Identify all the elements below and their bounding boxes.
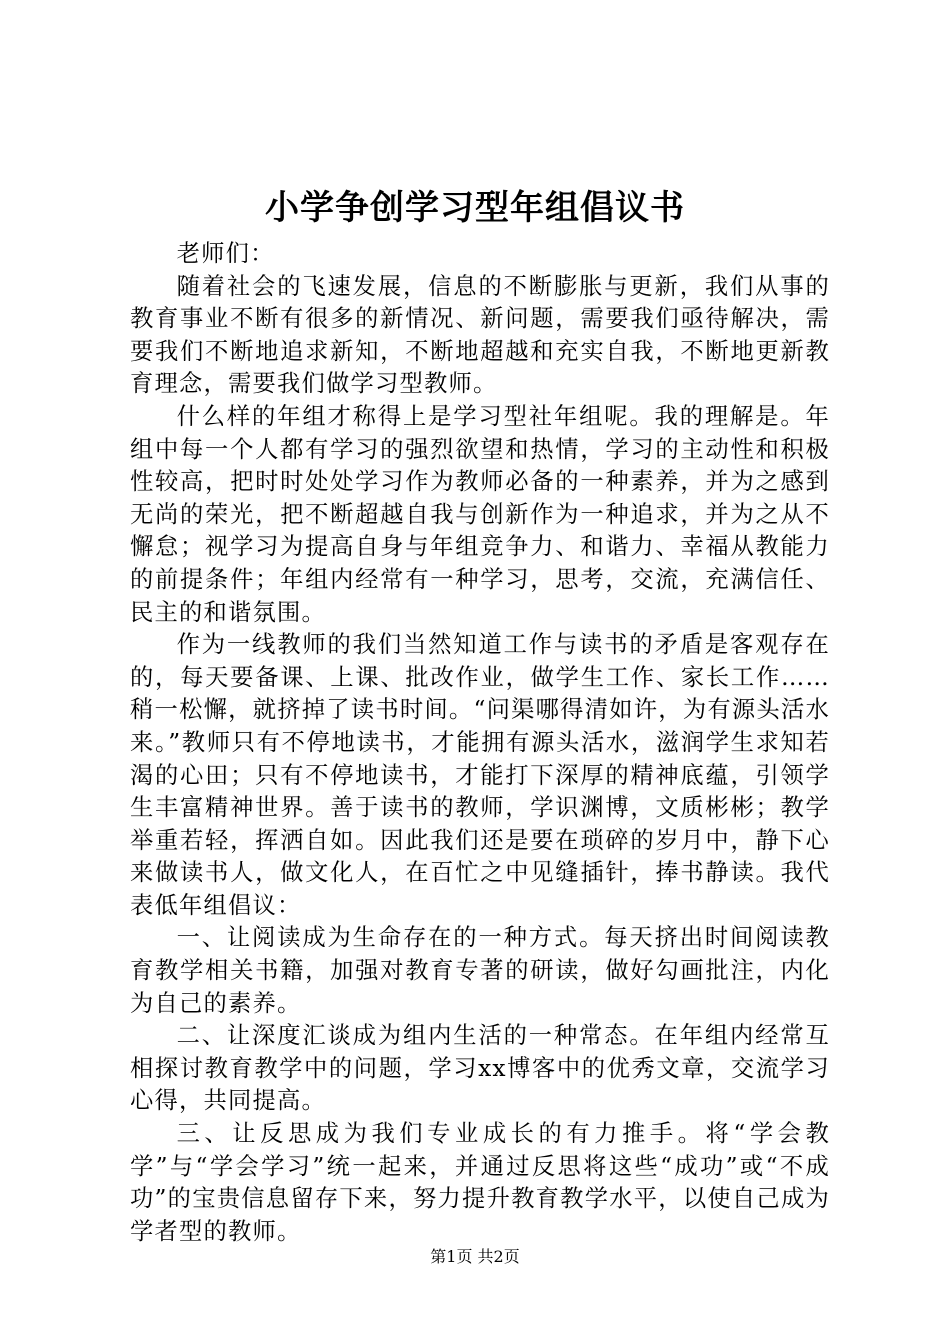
proposal-item-1: 一、让阅读成为生命存在的一种方式。每天挤出时间阅读教育教学相关书籍，加强对教育专著的研读，做好勾画批注，内化为自己的素养。 <box>130 924 830 1017</box>
paragraph-intro: 随着社会的飞速发展，信息的不断膨胀与更新，我们从事的教育事业不断有很多的新情况、新问题，需要我们亟待解决，需要我们不断地追求新知，不断地超越和充实自我，不断地更新教育理念，需要我们做学习型教师。 <box>130 272 830 398</box>
proposal-item-3: 三、让反思成为我们专业成长的有力推手。将“学会教学”与“学会学习”统一起来，并通过反思将这些“成功”或“不成功”的宝贵信息留存下来，努力提升教育教学水平，以使自己成为学者型的教师。 <box>130 1120 830 1245</box>
document-body <box>130 238 830 1248</box>
salutation: 老师们： <box>176 240 275 267</box>
page-number: 第1页 共2页 <box>430 1247 520 1266</box>
paragraph-definition: 什么样的年组才称得上是学习型社年组呢。我的理解是。年组中每一个人都有学习的强烈欲望和热情，学习的主动性和积极性较高，把时时处处学习作为教师必备的一种素养，并为之感到无尚的荣光，把不断超越自我与创新作为一种追求，并为之从不懈怠；视学习为提高自身与年组竞争力、和谐力、幸福从教能力的前提条件；年组内经常有一种学习，思考，交流，充满信任、民主的和谐氛围。 <box>130 402 830 626</box>
document-title: 小学争创学习型年组倡议书 <box>265 188 685 228</box>
paragraph-reading: 作为一线教师的我们当然知道工作与读书的矛盾是客观存在的，每天要备课、上课、批改作业，做学生工作、家长工作……稍一松懈，就挤掉了读书时间。“问渠哪得清如许，为有源头活水来。”教师只有不停地读书，才能拥有源头活水，滋润学生求知若渴的心田；只有不停地读书，才能打下深厚的精神底蕴，引领学生丰富精神世界。善于读书的教师，学识渊博，文质彬彬；教学举重若轻，挥洒自如。因此我们还是要在琐碎的岁月中，静下心来做读书人，做文化人，在百忙之中见缝插针，捧书静读。我代表低年组倡议： <box>130 631 830 919</box>
proposal-item-2: 二、让深度汇谈成为组内生活的一种常态。在年组内经常互相探讨教育教学中的问题，学习xx博客中的优秀文章，交流学习心得，共同提高。 <box>130 1022 830 1115</box>
